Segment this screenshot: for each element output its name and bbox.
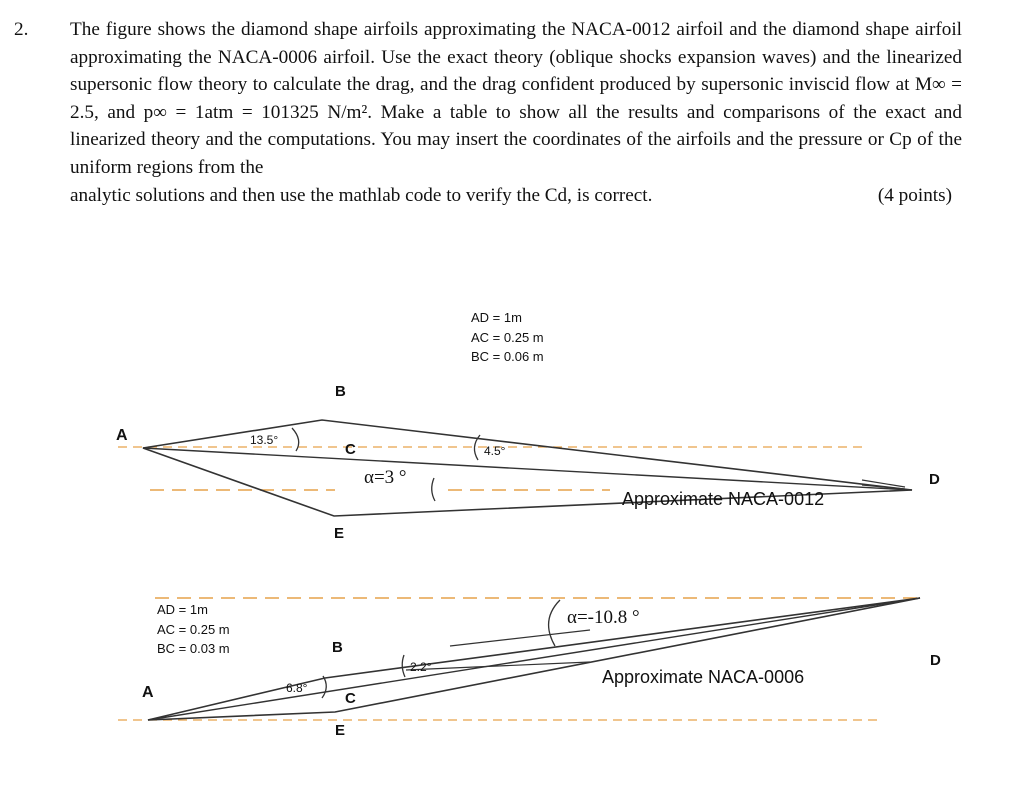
figure2-caption: Approximate NACA-0006 [602, 667, 805, 687]
figure2-alpha-label: α=-10.8 ° [567, 607, 640, 628]
figure1-dim-ac: AC = 0.25 m [471, 330, 544, 345]
figure2-naca0006 [118, 598, 941, 739]
figure2-point-d: D [930, 652, 941, 669]
figure2-point-a: A [142, 684, 154, 701]
figure1-angle-front-label: 13.5° [250, 433, 279, 447]
figure1-point-a: A [116, 427, 128, 444]
question-points: (4 points) [877, 185, 952, 206]
figure1-angle-rear-label: 4.5° [484, 444, 506, 458]
figure1-alpha-label: α=3 ° [364, 467, 407, 488]
figure1-chord-line [143, 448, 912, 490]
figure1-point-d: D [929, 471, 940, 488]
figure2-point-b: B [332, 639, 343, 656]
figure2-alpha-arc [549, 600, 560, 646]
figure2-extra-line-2 [450, 630, 590, 646]
question-last-line-text: analytic solutions and then use the mathlab code to verify the Cd, is correct. [70, 185, 653, 206]
figure2-angle-arc-rear [402, 655, 405, 677]
figure2-dim-bc: BC = 0.03 m [157, 641, 230, 656]
figure2-angle-rear-label: 2.2° [410, 660, 432, 674]
question-number: 2. [14, 19, 29, 40]
figure1-point-b: B [335, 383, 346, 400]
figure1-naca0012 [116, 310, 940, 542]
figure2-dim-ac: AC = 0.25 m [157, 622, 230, 637]
figure1-dim-bc: BC = 0.06 m [471, 349, 544, 364]
figure1-point-c: C [345, 441, 356, 458]
figure1-dim-ad: AD = 1m [471, 310, 522, 325]
figure1-point-e: E [334, 525, 345, 542]
figure2-angle-front-label: 6.8° [286, 681, 308, 695]
figure1-caption: Approximate NACA-0012 [622, 489, 825, 509]
figure2-dim-ad: AD = 1m [157, 602, 208, 617]
figure2-chord-line [148, 598, 920, 720]
figure1-alpha-arc [432, 478, 435, 501]
figure2-point-c: C [345, 690, 356, 707]
figure2-point-e: E [335, 722, 346, 739]
question-text: The figure shows the diamond shape airfoils approximating the NACA-0012 airfoil and the diamond shape airfoil approximating the NACA-0006 airfoil. Use the exact theory (oblique shocks expansion waves) and the linearized supersonic flow theory to calculate the drag, and the drag confident produced by supersonic inviscid flow at M∞ = 2.5, and p∞ = 1atm = 101325 N/m². Make a table to show all the results and comparisons of the exact and linearized theory and the computations. You may insert the coordinates of the airfoils and the pressure or Cp of the uniform regions from the [70, 19, 962, 178]
figure1-angle-arc-front [292, 428, 299, 451]
